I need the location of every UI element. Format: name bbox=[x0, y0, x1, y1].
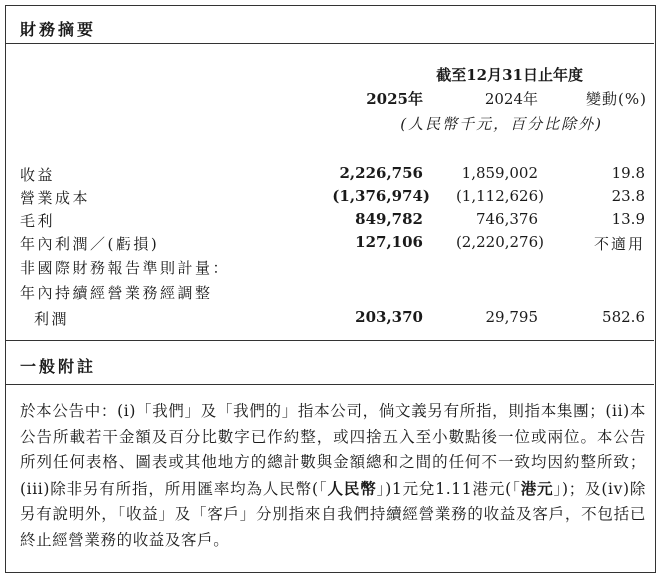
title-divider bbox=[6, 43, 654, 44]
note-bold-hkd: 港元 bbox=[520, 478, 554, 498]
nonifrs-label-line1: 非國際財務報告準則計量： bbox=[20, 259, 231, 277]
gross-profit-2025: 849,782 bbox=[355, 210, 423, 228]
unit-note: (人民幣千元，百分比除外) bbox=[400, 115, 603, 133]
row-label-gross-profit: 毛利 bbox=[20, 212, 56, 230]
nonifrs-2025: 203,370 bbox=[355, 308, 423, 326]
gross-profit-2024: 746,376 bbox=[475, 210, 538, 228]
nonifrs-label-line2: 年內持續經營業務經調整 bbox=[20, 284, 213, 302]
financial-summary-title: 財務摘要 bbox=[20, 20, 97, 39]
summary-box bbox=[5, 5, 656, 573]
note-text-2: 」)1元兌1.11港元(「 bbox=[376, 479, 521, 498]
nonifrs-2024: 29,795 bbox=[485, 308, 538, 326]
note-text-3: 」)；及(iv)除另有說明外，「收益」及「客戶」分別指來自我們持續經營業務的收益及客戶，不包括已終止經營業務的收益及客戶。 bbox=[20, 479, 646, 549]
row-label-revenue: 收益 bbox=[20, 166, 56, 184]
revenue-2025: 2,226,756 bbox=[339, 164, 423, 182]
nonifrs-change: 582.6 bbox=[602, 308, 645, 326]
profit-loss-2025: 127,106 bbox=[355, 233, 423, 251]
col-header-change: 變動(%) bbox=[586, 90, 647, 108]
cost-2024: (1,112,626) bbox=[455, 187, 544, 205]
cost-change: 23.8 bbox=[611, 187, 645, 205]
period-header: 截至12月31日止年度 bbox=[436, 66, 583, 84]
general-notes-paragraph bbox=[20, 399, 646, 553]
profit-loss-2024: (2,220,276) bbox=[455, 233, 544, 251]
row-label-cost: 營業成本 bbox=[20, 189, 91, 207]
general-notes-title: 一般附註 bbox=[20, 357, 97, 376]
gross-profit-change: 13.9 bbox=[611, 210, 645, 228]
notes-divider bbox=[6, 384, 654, 385]
col-header-2025: 2025年 bbox=[366, 90, 423, 108]
profit-loss-change: 不適用 bbox=[593, 235, 645, 253]
table-divider bbox=[6, 340, 654, 341]
note-bold-rmb: 人民幣 bbox=[327, 478, 377, 498]
cost-2025: (1,376,974) bbox=[332, 187, 430, 205]
nonifrs-label-line3: 利潤 bbox=[34, 310, 70, 328]
note-text-1: 於本公告中：(i)「我們」及「我們的」指本公司，倘文義另有所指，則指本集團；(ii)本公告所載若干金額及百分比數字已作約整，或四捨五入至小數點後一位或兩位。本公告所列任何表格、圖表或其他地方的總計數與金額總和之間的任何不一致均因約整所致；(iii)除非另有所指，所用匯率均為人民幣(「 bbox=[20, 402, 646, 498]
revenue-2024: 1,859,002 bbox=[461, 164, 538, 182]
revenue-change: 19.8 bbox=[611, 164, 645, 182]
row-label-profit-loss: 年內利潤／(虧損) bbox=[20, 235, 160, 253]
col-header-2024: 2024年 bbox=[484, 90, 538, 108]
